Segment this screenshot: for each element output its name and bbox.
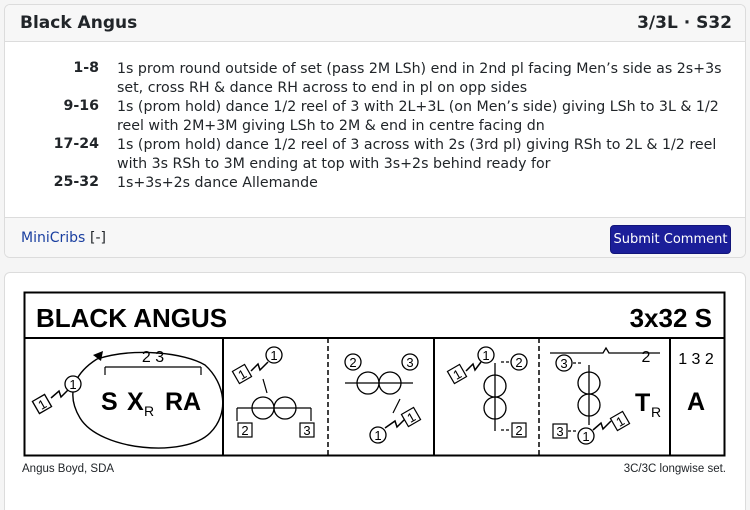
diagram-card — [4, 272, 746, 510]
dancer-label: 3 — [406, 355, 414, 370]
dancer-label: 1 — [69, 377, 77, 392]
dancer-label: 2 — [349, 355, 357, 370]
reel-figure — [550, 348, 661, 444]
cross-symbol: X — [127, 388, 144, 416]
dancer-label: 2 — [641, 349, 651, 366]
step-bars: 17-24 — [53, 136, 99, 152]
couples-label: 2 3 — [141, 349, 165, 366]
set-symbol: S — [101, 388, 118, 416]
dancer-pair — [32, 376, 81, 414]
dancer-label: 1 — [35, 396, 50, 413]
step-bars: 9-16 — [63, 98, 99, 114]
crib-card — [4, 4, 746, 258]
arrow-head-icon — [93, 351, 103, 361]
dancer-label: 3 — [556, 424, 564, 439]
minicribs-link[interactable]: MiniCribs — [21, 230, 86, 246]
card-footer — [5, 217, 745, 258]
step-bars: 1-8 — [73, 60, 99, 76]
dancer-label: 2 — [515, 423, 523, 438]
submit-comment-button[interactable]: Submit Comment — [610, 225, 731, 254]
step-bars: 25-32 — [53, 174, 99, 190]
dancer-label: 2 — [515, 355, 523, 370]
step-description: 1s (prom hold) dance 1/2 reel of 3 with 2L+3L (on Men’s side) giving LSh to 3L & 1/2 reel with 2M+3M giving LSh to 2M & end in centre facing dn — [117, 99, 719, 134]
dancer-label: 3 — [560, 356, 568, 371]
reel-figure — [447, 347, 527, 438]
dancer-label: 2 — [241, 423, 249, 438]
dancer-label: 1 — [270, 348, 278, 363]
dance-code: 3/3L · S32 — [637, 13, 732, 33]
order-label: 1 3 2 — [678, 351, 714, 368]
dancer-label: 1 — [404, 409, 419, 426]
step-description: 1s+3s+2s dance Allemande — [117, 175, 318, 191]
dancer-label: 1 — [582, 429, 590, 444]
step-description: 1s (prom hold) dance 1/2 reel of 3 across with 2s (3rd pl) giving RSh to 2L & 1/2 reel with 3s RSh to 3M ending at top with 3s+2s behind ready for — [117, 137, 717, 172]
diagram-format: 3x32 S — [629, 303, 712, 333]
dance-title: Black Angus — [20, 13, 138, 33]
reel-figure — [345, 354, 421, 443]
card-header — [5, 5, 745, 42]
dance-diagram — [5, 273, 746, 510]
dancer-label: 3 — [303, 423, 311, 438]
step-description: 1s prom round outside of set (pass 2M LSh) end in 2nd pl facing Men’s side as 2s+3s set, cross RH & dance RH across to end in pl on opp sides — [117, 61, 722, 96]
allemande-symbol: A — [686, 388, 706, 416]
reel-figure — [232, 347, 314, 438]
rights-across-symbol: RA — [165, 388, 202, 416]
dancer-label: 1 — [235, 366, 250, 383]
dancer-label: 1 — [450, 366, 465, 383]
dancer-label: 1 — [374, 428, 382, 443]
author-caption: Angus Boyd, SDA — [22, 463, 115, 475]
dancer-label: 1 — [482, 348, 490, 363]
collapse-toggle[interactable]: [-] — [90, 230, 106, 246]
diagram-title: BLACK ANGUS — [36, 303, 228, 333]
set-caption: 3C/3C longwise set. — [623, 463, 726, 475]
turn-symbol: T — [635, 389, 651, 417]
dancer-label: 1 — [613, 413, 628, 430]
cross-sub: R — [144, 403, 155, 419]
turn-sub: R — [651, 404, 662, 420]
